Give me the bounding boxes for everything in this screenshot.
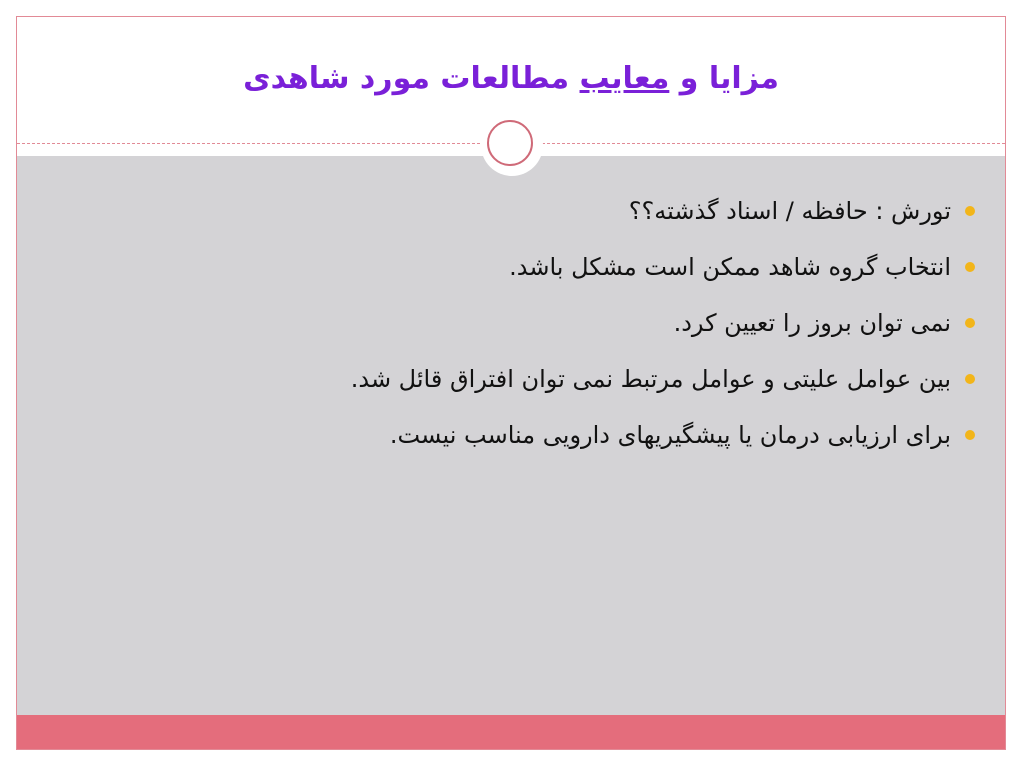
bullet-dot-icon — [965, 318, 975, 328]
bullet-list — [55, 183, 975, 463]
bullet-text: برای ارزیابی درمان یا پیشگیریهای دارویی مناسب نیست. — [389, 421, 951, 449]
slide-title — [17, 59, 1005, 99]
bullet-item — [55, 407, 975, 463]
bullet-text: انتخاب گروه شاهد ممکن است مشکل باشد. — [509, 253, 951, 281]
bullet-dot-icon — [965, 430, 975, 440]
title-text-part1: مزایا و — [669, 61, 779, 96]
title-underlined-word: معایب — [579, 61, 670, 96]
bullet-text: نمی توان بروز را تعیین کرد. — [673, 309, 951, 337]
bullet-text: بین عوامل علیتی و عوامل مرتبط نمی توان افتراق قائل شد. — [350, 365, 951, 393]
bullet-item — [55, 295, 975, 351]
footer-bar — [17, 715, 1005, 749]
bullet-dot-icon — [965, 206, 975, 216]
bullet-item — [55, 239, 975, 295]
slide — [16, 16, 1006, 750]
bullet-text: تورش : حافظه / اسناد گذشته؟؟ — [628, 197, 951, 225]
bullet-item — [55, 183, 975, 239]
bullet-dot-icon — [965, 374, 975, 384]
title-text-part2: مطالعات مورد شاهدی — [243, 61, 580, 96]
divider-circle-icon — [487, 120, 533, 166]
bullet-item — [55, 351, 975, 407]
bullet-dot-icon — [965, 262, 975, 272]
